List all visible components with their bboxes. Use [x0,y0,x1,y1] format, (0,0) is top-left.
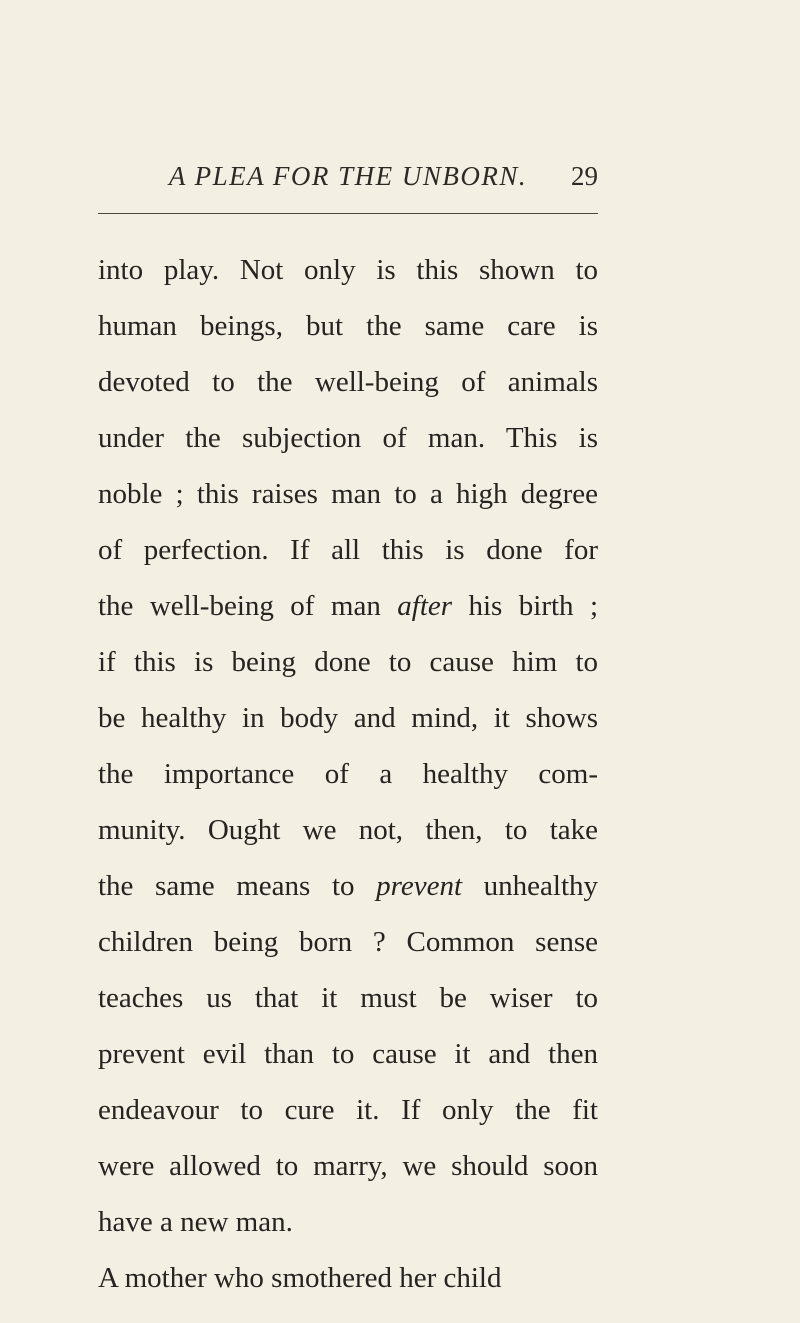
text-segment: the well-being of man [98,590,381,622]
text-segment: unhealthy [483,870,599,902]
emphasis-after: after [397,590,453,622]
running-title: A PLEA FOR THE UNBORN. [168,161,528,191]
text-line-8: if this is being done to cause him to [98,646,598,678]
text-line-14: teaches us that it must be wiser to [98,982,598,1014]
running-head [98,158,598,198]
text-line-13: children being born ? Common sense [98,926,598,958]
text-line-15: prevent evil than to cause it and then [98,1038,598,1070]
text-segment: the same means to [98,870,355,902]
text-line-12 [98,858,598,914]
text-line-18: have a new man. [98,1206,293,1238]
body-text [98,242,598,1306]
text-line-5: noble ; this raises man to a high degree [98,478,598,510]
text-line-2: human beings, but the same care is [98,310,598,342]
emphasis-prevent: prevent [376,870,463,902]
text-line-10: the importance of a healthy com- [98,758,598,790]
text-line-9: be healthy in body and mind, it shows [98,702,598,734]
text-line-11: munity. Ought we not, then, to take [98,814,598,846]
text-line-17: were allowed to marry, we should soon [98,1150,598,1182]
text-line-3: devoted to the well-being of animals [98,366,598,398]
text-segment: his birth ; [468,590,599,622]
text-line-16: endeavour to cure it. If only the fit [98,1094,598,1126]
text-line-7 [98,578,598,634]
text-line-6: of perfection. If all this is done for [98,534,598,566]
text-line-1: into play. Not only is this shown to [98,254,598,286]
page-number: 29 [571,161,598,191]
text-line-4: under the subjection of man. This is [98,422,598,454]
header-rule [98,213,598,214]
text-line-19: A mother who smothered her child [98,1262,502,1294]
